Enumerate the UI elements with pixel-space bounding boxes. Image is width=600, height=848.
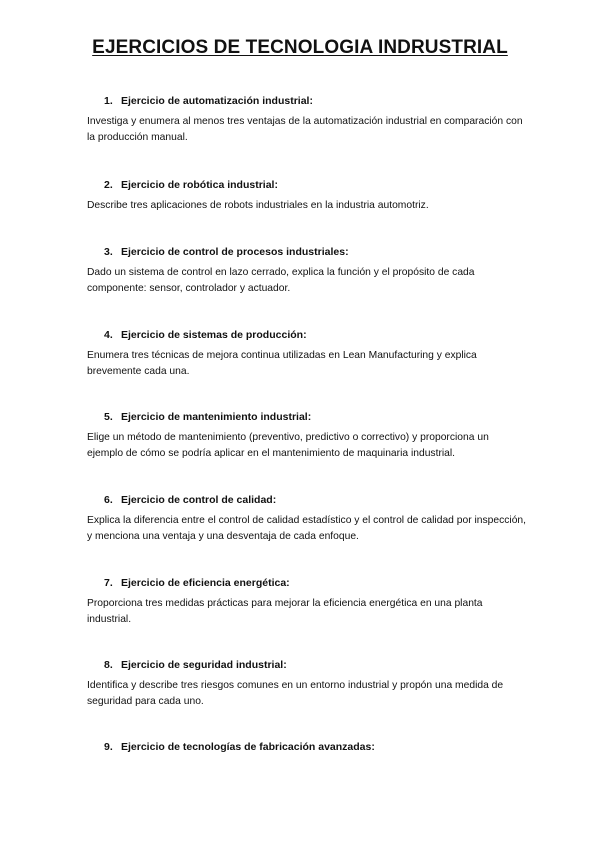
exercise-heading xyxy=(104,95,313,107)
exercise-title: Ejercicio de eficiencia energética: xyxy=(121,577,290,589)
exercise-heading xyxy=(104,329,307,341)
exercise-heading xyxy=(104,246,349,258)
exercise-title: Ejercicio de mantenimiento industrial: xyxy=(121,411,312,423)
exercise-title: Ejercicio de control de procesos industriales: xyxy=(121,246,349,258)
exercise-number: 1. xyxy=(104,95,113,107)
exercise-number: 5. xyxy=(104,411,113,423)
document-title: EJERCICIOS DE TECNOLOGIA INDRUSTRIAL xyxy=(92,37,508,58)
exercise-title: Ejercicio de robótica industrial: xyxy=(121,179,278,191)
exercise-heading xyxy=(104,179,278,191)
exercise-title: Ejercicio de seguridad industrial: xyxy=(121,659,287,671)
exercise-number: 6. xyxy=(104,494,113,506)
exercise-heading xyxy=(104,577,290,589)
exercise-number: 8. xyxy=(104,659,113,671)
exercise-title: Ejercicio de automatización industrial: xyxy=(121,95,313,107)
exercise-heading xyxy=(104,741,375,753)
exercise-heading xyxy=(104,659,287,671)
exercise-text: Investiga y enumera al menos tres ventajas de la automatización industrial en comparación con la producción manual. xyxy=(87,116,523,143)
exercise-text: Dado un sistema de control en lazo cerrado, explica la función y el propósito de cada componente: sensor, controlador y actuador. xyxy=(87,267,475,294)
exercise-heading xyxy=(104,411,311,423)
exercise-heading xyxy=(104,494,276,506)
exercise-title: Ejercicio de control de calidad: xyxy=(121,494,277,506)
exercise-text: Identifica y describe tres riesgos comunes en un entorno industrial y propón una medida de seguridad para cada uno. xyxy=(87,680,504,707)
exercise-title: Ejercicio de tecnologías de fabricación avanzadas: xyxy=(121,741,375,753)
exercise-text: Elige un método de mantenimiento (preventivo, predictivo o correctivo) y proporciona un ejemplo de cómo se podría aplicar en el mantenimiento de maquinaria industrial. xyxy=(87,432,489,459)
exercise-text: Proporciona tres medidas prácticas para mejorar la eficiencia energética en una planta industrial. xyxy=(87,598,483,625)
exercise-title: Ejercicio de sistemas de producción: xyxy=(121,329,307,341)
exercise-number: 7. xyxy=(104,577,113,589)
exercise-text: Enumera tres técnicas de mejora continua utilizadas en Lean Manufacturing y explica brevemente cada una. xyxy=(87,350,477,377)
exercise-number: 3. xyxy=(104,246,113,258)
exercise-number: 9. xyxy=(104,741,113,753)
exercise-number: 2. xyxy=(104,179,113,191)
exercise-number: 4. xyxy=(104,329,113,341)
exercise-text: Explica la diferencia entre el control de calidad estadístico y el control de calidad por inspección, y menciona una ventaja y una desventaja de cada enfoque. xyxy=(87,515,527,542)
exercise-text: Describe tres aplicaciones de robots industriales en la industria automotriz. xyxy=(87,200,429,211)
